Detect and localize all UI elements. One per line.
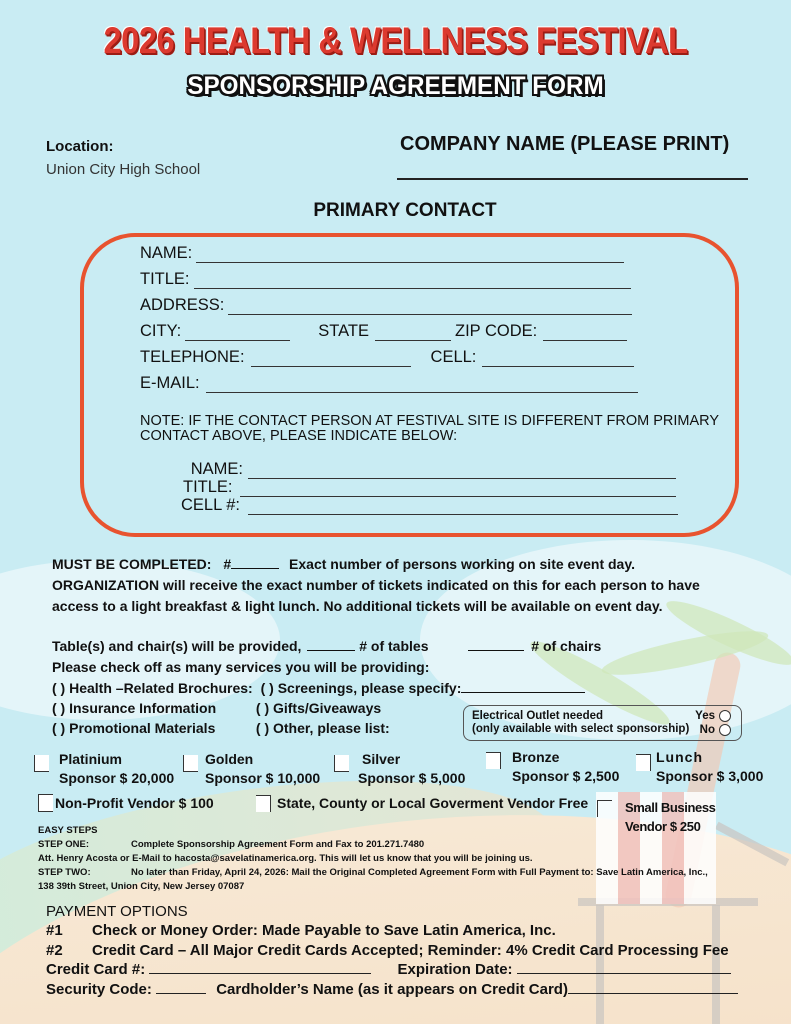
payment-option-1: [46, 922, 556, 939]
tier-name: Lunch: [656, 749, 703, 765]
site-cell-label: CELL #:: [181, 496, 241, 514]
must-complete-label: MUST BE COMPLETED:: [52, 556, 212, 572]
services-intro: Please check off as many services you will be providing:: [52, 659, 430, 675]
services-row-1: [52, 680, 585, 696]
tables-suffix: # of tables: [359, 638, 429, 654]
site-title-row: [183, 478, 676, 497]
company-name-label: COMPANY NAME (PLEASE PRINT): [400, 133, 730, 155]
outlet-line-1: Electrical Outlet needed: [472, 710, 604, 722]
service-screenings[interactable]: ( ) Screenings, please specify:: [260, 680, 462, 696]
payment-option-2: [46, 942, 729, 959]
option-2-text: Credit Card – All Major Credit Cards Accepted; Reminder: 4% Credit Card Processing Fee: [92, 942, 729, 959]
service-promotional[interactable]: ( ) Promotional Materials: [52, 720, 216, 736]
services-row-2: [52, 700, 381, 716]
outlet-no-radio[interactable]: [719, 724, 731, 736]
email-label: E-MAIL:: [140, 374, 200, 392]
contact-title-row: [140, 270, 631, 289]
payment-heading: PAYMENT OPTIONS: [46, 903, 188, 920]
tier-price: Sponsor $ 5,000: [358, 770, 466, 786]
state-field[interactable]: [375, 326, 451, 341]
sponsor-silver: [358, 750, 465, 788]
option-1-number: #1: [46, 922, 63, 939]
tickets-text-2: access to a light breakfast & light lunch. No additional tickets will be available on event day.: [52, 598, 663, 614]
telephone-field[interactable]: [251, 352, 411, 367]
form-subtitle: SPONSORSHIP AGREEMENT FORM: [187, 72, 604, 100]
tables-line: [52, 638, 601, 654]
government-checkbox[interactable]: [256, 795, 271, 812]
title-field[interactable]: [194, 274, 631, 289]
step-two: [38, 867, 708, 878]
tier-price: Sponsor $ 20,000: [59, 770, 175, 786]
outlet-yes-radio[interactable]: [719, 710, 731, 722]
chairs-suffix: # of chairs: [531, 638, 602, 654]
lunch-checkbox[interactable]: [636, 754, 651, 771]
must-complete-text: Exact number of persons working on site event day.: [289, 556, 635, 572]
cell-label: CELL:: [430, 348, 477, 366]
sponsor-bronze: [512, 748, 619, 786]
zip-field[interactable]: [543, 326, 627, 341]
tables-count-field[interactable]: [307, 638, 355, 651]
persons-count-field[interactable]: [231, 556, 279, 569]
telephone-label: TELEPHONE:: [140, 348, 245, 366]
step-one: [38, 839, 424, 850]
chairs-count-field[interactable]: [468, 638, 524, 651]
tier-name: Golden: [205, 751, 254, 767]
golden-checkbox[interactable]: [183, 755, 198, 772]
location-value: Union City High School: [46, 161, 201, 178]
cardholder-label: Cardholder’s Name (as it appears on Credit Card): [216, 981, 568, 998]
step-two-continued: 138 39th Street, Union City, New Jersey 07087: [38, 881, 245, 892]
site-name-label: NAME:: [190, 460, 243, 478]
service-brochures[interactable]: ( ) Health –Related Brochures:: [52, 680, 253, 696]
service-insurance[interactable]: ( ) Insurance Information: [52, 700, 217, 716]
screenings-specify-field[interactable]: [461, 680, 585, 693]
site-name-field[interactable]: [248, 464, 676, 479]
silver-checkbox[interactable]: [334, 755, 349, 772]
name-field[interactable]: [196, 248, 624, 263]
outlet-yes-option[interactable]: [695, 710, 731, 722]
primary-contact-heading: PRIMARY CONTACT: [313, 200, 497, 221]
tickets-text-1: ORGANIZATION will receive the exact number of tickets indicated on this for each person to have: [52, 577, 700, 593]
service-other[interactable]: ( ) Other, please list:: [255, 720, 390, 736]
cardholder-field[interactable]: [568, 981, 738, 994]
step-one-text: Complete Sponsorship Agreement Form and Fax to 201.271.7480: [131, 839, 425, 850]
tables-prefix: Table(s) and chair(s) will be provided,: [52, 638, 302, 654]
step-one-continued: Att. Henry Acosta or E-Mail to hacosta@savelatinamerica.org. This will let us know that you will be joining us.: [38, 853, 533, 864]
security-code-field[interactable]: [156, 981, 206, 994]
city-field[interactable]: [185, 326, 290, 341]
title-label: TITLE:: [140, 270, 190, 288]
sponsor-platinum: [59, 750, 174, 788]
site-cell-field[interactable]: [248, 500, 678, 515]
company-name-field[interactable]: [397, 178, 748, 180]
vendor-nonprofit: Non-Profit Vendor $ 100: [55, 795, 214, 811]
credit-card-label: Credit Card #:: [46, 961, 146, 978]
email-field[interactable]: [206, 378, 638, 393]
cell-field[interactable]: [482, 352, 634, 367]
contact-address-row: [140, 296, 632, 315]
nonprofit-checkbox[interactable]: [38, 794, 53, 812]
expiration-field[interactable]: [517, 961, 731, 974]
step-two-text: No later than Friday, April 24, 2026: Mail the Original Completed Agreement Form with Full Payment to: Save Latin America, Inc.,: [131, 867, 708, 878]
services-row-3: [52, 720, 390, 736]
address-label: ADDRESS:: [140, 296, 225, 314]
credit-card-field[interactable]: [149, 961, 371, 974]
vendor-small-business: [625, 798, 716, 836]
sponsor-lunch: [656, 748, 763, 786]
outlet-yes-label: Yes: [695, 710, 715, 722]
service-gifts[interactable]: ( ) Gifts/Giveaways: [255, 700, 382, 716]
contact-email-row: [140, 374, 638, 393]
tier-price: Sponsor $ 10,000: [205, 770, 321, 786]
security-code-label: Security Code:: [46, 981, 152, 998]
site-cell-row: [181, 496, 678, 515]
contact-phone-row: [140, 348, 634, 367]
festival-title: 2026 HEALTH & WELLNESS FESTIVAL: [103, 20, 688, 61]
easy-steps-heading: EASY STEPS: [38, 825, 98, 836]
security-code-row: [46, 981, 738, 998]
tier-name: Platinium: [59, 751, 123, 767]
contact-city-row: [140, 322, 627, 341]
tier-name: Silver: [362, 751, 401, 767]
electrical-outlet-box: [463, 705, 742, 741]
option-2-number: #2: [46, 942, 63, 959]
outlet-line-2: (only available with select sponsorship): [472, 723, 690, 735]
location-label: Location:: [46, 138, 114, 155]
site-title-field[interactable]: [240, 482, 676, 497]
step-two-label: STEP TWO:: [38, 867, 91, 878]
site-name-row: [183, 460, 676, 479]
name-label: NAME:: [140, 244, 193, 262]
outlet-no-option[interactable]: [700, 724, 731, 736]
tier-price: Sponsor $ 3,000: [656, 768, 764, 784]
site-contact-note: NOTE: IF THE CONTACT PERSON AT FESTIVAL SITE IS DIFFERENT FROM PRIMARY CONTACT ABOVE, PLEASE INDICATE BELOW:: [140, 413, 719, 444]
small-business-line-1: Small Business: [625, 800, 716, 815]
must-complete-line: [52, 556, 635, 572]
outlet-no-label: No: [699, 724, 715, 736]
step-one-label: STEP ONE:: [38, 839, 90, 850]
state-label: STATE: [318, 322, 369, 340]
site-title-label: TITLE:: [183, 478, 233, 496]
bronze-checkbox[interactable]: [486, 752, 501, 769]
tier-name: Bronze: [512, 749, 560, 765]
small-business-checkbox[interactable]: [597, 800, 612, 817]
address-field[interactable]: [228, 300, 632, 315]
platinum-checkbox[interactable]: [34, 755, 49, 772]
city-label: CITY:: [140, 322, 182, 340]
sponsor-golden: [205, 750, 320, 788]
small-business-line-2: Vendor $ 250: [625, 819, 701, 834]
hash-label: #: [223, 556, 232, 572]
vendor-government: State, County or Local Goverment Vendor Free: [277, 795, 589, 811]
zip-label: ZIP CODE:: [455, 322, 538, 340]
tier-price: Sponsor $ 2,500: [512, 768, 620, 784]
credit-card-row: [46, 961, 731, 978]
expiration-label: Expiration Date:: [397, 961, 513, 978]
outlet-text: [472, 710, 689, 736]
option-1-text: Check or Money Order: Made Payable to Save Latin America, Inc.: [92, 922, 556, 939]
contact-name-row: [140, 244, 624, 263]
